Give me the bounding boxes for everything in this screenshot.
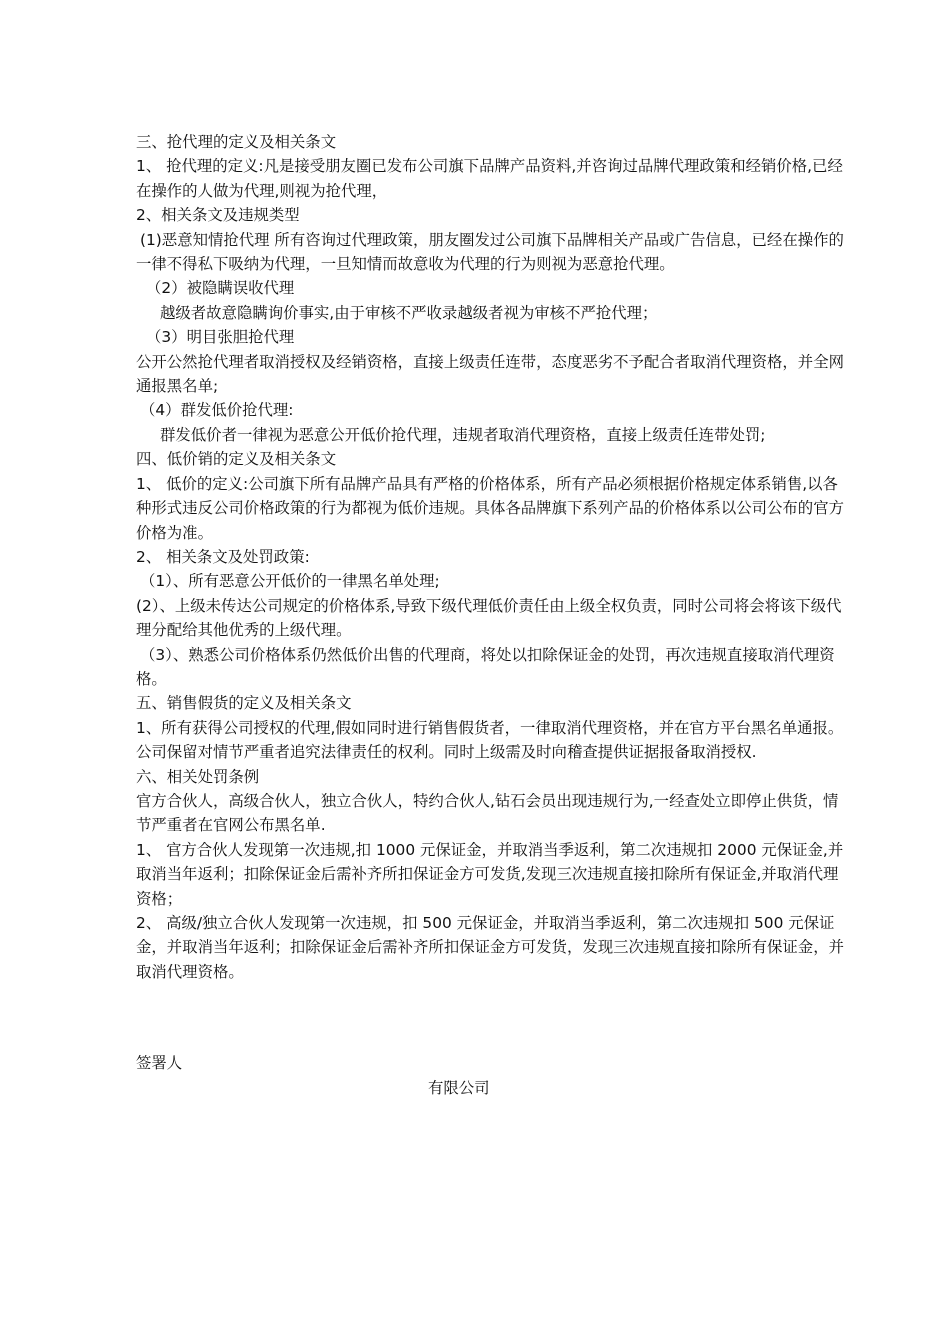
paragraph-senior-partner-penalty: 2、 高级/独立合伙人发现第一次违规，扣 500 元保证金，并取消当季返利，第二次违规扣 500 元保证金，并取消当年返利；扣除保证金后需补齐所扣保证金方可发货，发现三次违规直接扣除所有保证金，并取消代理资格。: [136, 914, 844, 981]
paragraph-malicious-grab: (1)恶意知情抢代理 所有咨询过代理政策，朋友圈发过公司旗下品牌相关产品或广告信息，已经在操作的一律不得私下吸纳为代理，一旦知情而故意收为代理的行为则视为恶意抢代理。: [136, 230, 844, 274]
company-label: 有限公司: [428, 1079, 490, 1097]
paragraph-official-partner-penalty: 1、 官方合伙人发现第一次违规,扣 1000 元保证金，并取消当季返利，第二次违规扣 2000 元保证金,并取消当年返利；扣除保证金后需补齐所扣保证金方可发货,发现三次违规直接扣除所有保证金,并取消代理资格；: [136, 840, 844, 908]
section-heading-3: 三、抢代理的定义及相关条文: [136, 133, 337, 151]
paragraph-penalty-policy-title: 2、 相关条文及处罚政策:: [136, 547, 310, 566]
paragraph-penalty-3: （3）、熟悉公司价格体系仍然低价出售的代理商，将处以扣除保证金的处罚，再次违规直接取消代理资格。: [136, 645, 835, 688]
paragraph-penalty-1: （1）、所有恶意公开低价的一律黑名单处理;: [140, 572, 440, 591]
section-heading-6: 六、相关处罚条例: [136, 767, 260, 786]
paragraph-open-grab-body: 公开公然抢代理者取消授权及经销资格，直接上级责任连带，态度恶劣不予配合者取消代理资格，并全网通报黑名单;: [136, 352, 844, 396]
paragraph-open-grab-title: （3）明目张胆抢代理: [146, 328, 295, 347]
section-heading-5: 五、销售假货的定义及相关条文: [136, 694, 352, 713]
section-heading-4: 四、低价销的定义及相关条文: [136, 450, 337, 469]
paragraph-deceived-body: 越级者故意隐瞒询价事实,由于审核不严收录越级者视为审核不严抢代理；: [160, 303, 658, 322]
paragraph-counterfeit: 1、所有获得公司授权的代理,假如同时进行销售假货者，一律取消代理资格，并在官方平台黑名单通报。公司保留对情节严重者追究法律责任的权利。同时上级需及时向稽查提供证据报备取消授权.: [136, 718, 844, 762]
paragraph-related-clauses-title: 2、相关条文及违规类型: [136, 206, 300, 225]
paragraph-penalty-2: (2）、上级未传达公司规定的价格体系,导致下级代理低价责任由上级全权负责，同时公司将会将该下级代理分配给其他优秀的上级代理。: [136, 596, 842, 640]
paragraph-mass-low-price-title: （4）群发低价抢代理:: [140, 401, 294, 420]
document-body: [136, 130, 852, 984]
paragraph-low-price-definition: 1、 低价的定义:公司旗下所有品牌产品具有严格的价格体系，所有产品必须根据价格规定体系销售,以各种形式违反公司价格政策的行为都视为低价违规。具体各品牌旗下系列产品的价格体系以公司公布的官方价格为准。: [136, 474, 844, 542]
paragraph-grab-agent-definition: 1、 抢代理的定义:凡是接受朋友圈已发布公司旗下品牌产品资料,并咨询过品牌代理政策和经销价格,已经在操作的人做为代理,则视为抢代理，: [136, 157, 843, 200]
paragraph-partners: 官方合伙人，高级合伙人，独立合伙人，特约合伙人,钻石会员出现违规行为,一经查处立即停止供货，情节严重者在官网公布黑名单.: [136, 791, 839, 835]
signer-label: 签署人: [136, 1054, 183, 1072]
paragraph-mass-low-price-body: 群发低价者一律视为恶意公开低价抢代理，违规者取消代理资格，直接上级责任连带处罚;: [160, 425, 766, 444]
paragraph-deceived-title: （2）被隐瞒误收代理: [146, 279, 295, 298]
